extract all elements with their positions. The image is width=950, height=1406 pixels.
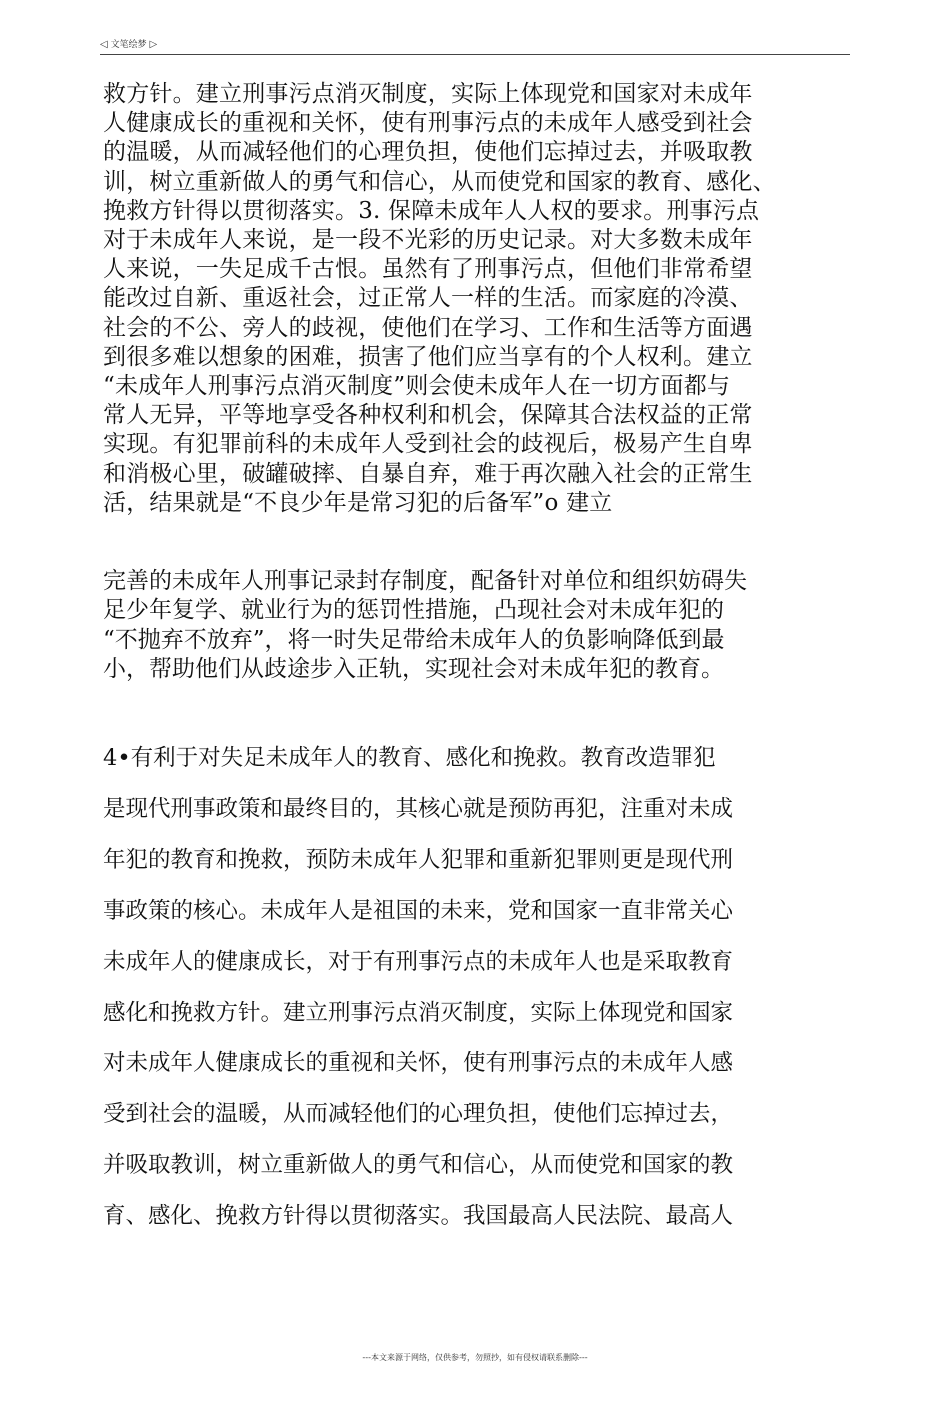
text-line: 常人无异，平等地享受各种权利和机会，保障其合法权益的正常 <box>103 402 753 429</box>
text-line: 社会的不公、旁人的歧视，使他们在学习、工作和生活等方面遇 <box>103 314 753 341</box>
text-line: 救方针。建立刑事污点消灭制度，实际上体现党和国家对未成年 <box>103 81 753 107</box>
text-line: 足少年复学、就业行为的惩罚性措施，凸现社会对未成年犯的 <box>103 597 724 624</box>
text-line: 的温暖，从而减轻他们的心理负担，使他们忘掉过去，并吸取教 <box>103 139 753 166</box>
text-line: 育、感化、挽救方针得以贯彻落实。我国最高人民法院、最高人 <box>103 1203 734 1230</box>
text-line: “不抛弃不放弃”，将一时失足带给未成年人的负影响降低到最 <box>103 626 725 653</box>
text-line: 挽救方针得以贯彻落实。3. 保障未成年人人权的要求。刑事污点 <box>103 197 760 224</box>
page-footer: ---本文来源于网络，仅供参考，勿照抄，如有侵权请联系删除--- <box>362 1353 588 1362</box>
paragraph-2 <box>103 567 863 685</box>
text-line: 人健康成长的重视和关怀，使有刑事污点的未成年人感受到社会 <box>103 110 753 137</box>
text-line: 对未成年人健康成长的重视和关怀，使有刑事污点的未成年人感 <box>103 1050 734 1077</box>
text-line: 年犯的教育和挽救，预防未成年人犯罪和重新犯罪则更是现代刑 <box>103 846 734 873</box>
text-line: 完善的未成年人刑事记录封存制度，配备针对单位和组织妨碍失 <box>103 568 747 594</box>
text-line: 4•有利于对失足未成年人的教育、感化和挽救。教育改造罪犯 <box>103 745 716 771</box>
text-line: 是现代刑事政策和最终目的，其核心就是预防再犯，注重对未成 <box>103 795 734 822</box>
text-line: 感化和挽救方针。建立刑事污点消灭制度，实际上体现党和国家 <box>103 999 734 1026</box>
text-line: 能改过自新、重返社会，过正常人一样的生活。而家庭的冷漠、 <box>103 285 753 312</box>
text-line: 未成年人的健康成长，对于有刑事污点的未成年人也是采取教育 <box>103 948 734 975</box>
text-line: 实现。有犯罪前科的未成年人受到社会的歧视后，极易产生自卑 <box>103 431 753 458</box>
text-line: 到很多难以想象的困难，损害了他们应当享有的个人权利。建立 <box>103 343 753 370</box>
page-header <box>100 38 850 55</box>
text-line: 人来说，一失足成千古恨。虽然有了刑事污点，但他们非常希望 <box>103 256 753 283</box>
text-line: 活，结果就是“不良少年是常习犯的后备军”o 建立 <box>103 489 613 516</box>
text-line: 训，树立重新做人的勇气和信心，从而使党和国家的教育、感化、 <box>103 168 776 195</box>
triangle-right-icon: ▷ <box>149 39 158 50</box>
text-line: 受到社会的温暖，从而减轻他们的心理负担，使他们忘掉过去， <box>103 1101 734 1128</box>
header-title: 文笔绘梦 <box>110 40 147 50</box>
text-line: 对于未成年人来说，是一段不光彩的历史记录。对大多数未成年 <box>103 227 753 254</box>
text-line: 事政策的核心。未成年人是祖国的未来，党和国家一直非常关心 <box>103 897 734 924</box>
text-line: “未成年人刑事污点消灭制度”则会使未成年人在一切方面都与 <box>103 373 731 400</box>
text-line: 并吸取教训，树立重新做人的勇气和信心，从而使党和国家的教 <box>103 1152 734 1179</box>
paragraph-1 <box>103 80 863 518</box>
text-line: 小，帮助他们从歧途步入正轨，实现社会对未成年犯的教育。 <box>103 656 724 683</box>
text-line: 和消极心里，破罐破摔、自暴自弃，难于再次融入社会的正常生 <box>103 460 753 487</box>
paragraph-3 <box>103 733 863 1242</box>
triangle-left-icon: ◁ <box>100 39 108 50</box>
